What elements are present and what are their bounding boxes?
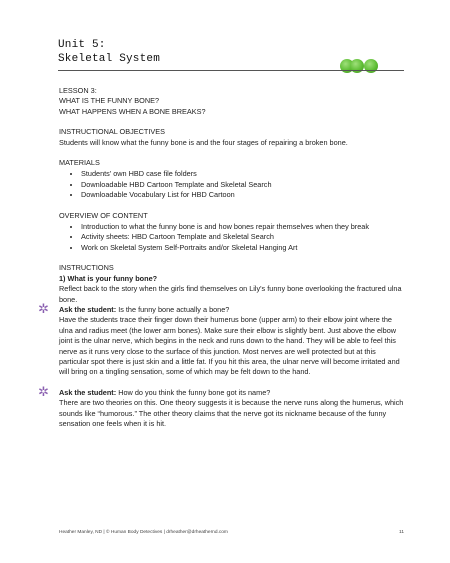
ask-label: Ask the student: [59,387,117,397]
objectives-heading: INSTRUCTIONAL OBJECTIVES [59,127,165,137]
unit-title: Skeletal System [58,53,161,65]
instructions-section [38,263,404,429]
list-item: • Downloadable HBD Cartoon Template and Skeletal Search [81,180,404,190]
page-number: 11 [399,530,404,535]
instructions-subheading: 1) What is your funny bone? [59,273,158,283]
page-footer [59,530,404,536]
list-item: • Work on Skeletal System Self-Portraits and/or Skeletal Hanging Art [81,243,404,253]
overview-list [59,222,404,253]
ask-label: Ask the student: [59,304,117,314]
overview-heading: OVERVIEW OF CONTENT [59,210,148,220]
header-divider [58,70,404,71]
instructions-intro: Reflect back to the story when the girls find themselves on Lily's funny bone overlooking the fractured ulna bone. [59,284,402,304]
lesson-title-1: WHAT IS THE FUNNY BONE? [59,96,160,106]
asterisk-icon: ✲ [38,383,49,399]
unit-number: Unit 5: [58,39,106,51]
lesson-title-2: WHAT HAPPENS WHEN A BONE BREAKS? [59,106,206,116]
asterisk-icon: ✲ [38,300,49,316]
footer-credit: Heather Manley, ND | © Human Body Detectives | drheather@drheathernd.com [59,530,228,535]
answer-paragraph-2: There are two theories on this. One theory suggests it is because the nerve runs along the humerus, which sounds like “humorous.” The other theory claims that the nerve got its nickname because of the funny sensation one feels when it is hit. [59,398,404,428]
materials-heading: MATERIALS [59,158,100,168]
materials-section [59,158,404,201]
ask-student-1 [38,300,404,316]
lesson-title-block [59,86,404,117]
list-item: • Activity sheets: HBD Cartoon Template and Skeletal Search [81,232,404,242]
unit-header [58,38,160,66]
answer-paragraph-1: Have the students trace their finger down their humerus bone (upper arm) to their elbow joint where the ulna and radius meet (the lower arm bones). Make sure their elbow is slightly bent. Just above the elbow joint is the ulnar nerve, which begins in the neck and runs down to the hand. They will be able to feel this nerve as it runs very close to the surface of this junction. Most nerves are well protected but at this particular spot there is just skin and a little fat. If you hit this area, the ulnar nerve will become irritated and will bring on a tingling sensation, some of which may be felt down to the hand. [59,315,400,377]
objectives-section [59,127,404,148]
overview-section [59,211,404,254]
objectives-text: Students will know what the funny bone is and the four stages of repairing a broken bone. [59,137,348,147]
list-item: • Introduction to what the funny bone is and how bones repair themselves when they break [81,222,404,232]
ask-student-2 [38,383,404,399]
list-item: • Students' own HBD case file folders [81,169,404,179]
lesson-content [38,86,404,429]
ask-question: Is the funny bone actually a bone? [116,304,230,314]
list-item: • Downloadable Vocabulary List for HBD Cartoon [81,190,404,200]
instructions-heading: INSTRUCTIONS [59,263,114,273]
ask-question: How do you think the funny bone got its name? [116,387,271,397]
lesson-number: LESSON 3: [59,86,97,95]
materials-list [59,169,404,200]
